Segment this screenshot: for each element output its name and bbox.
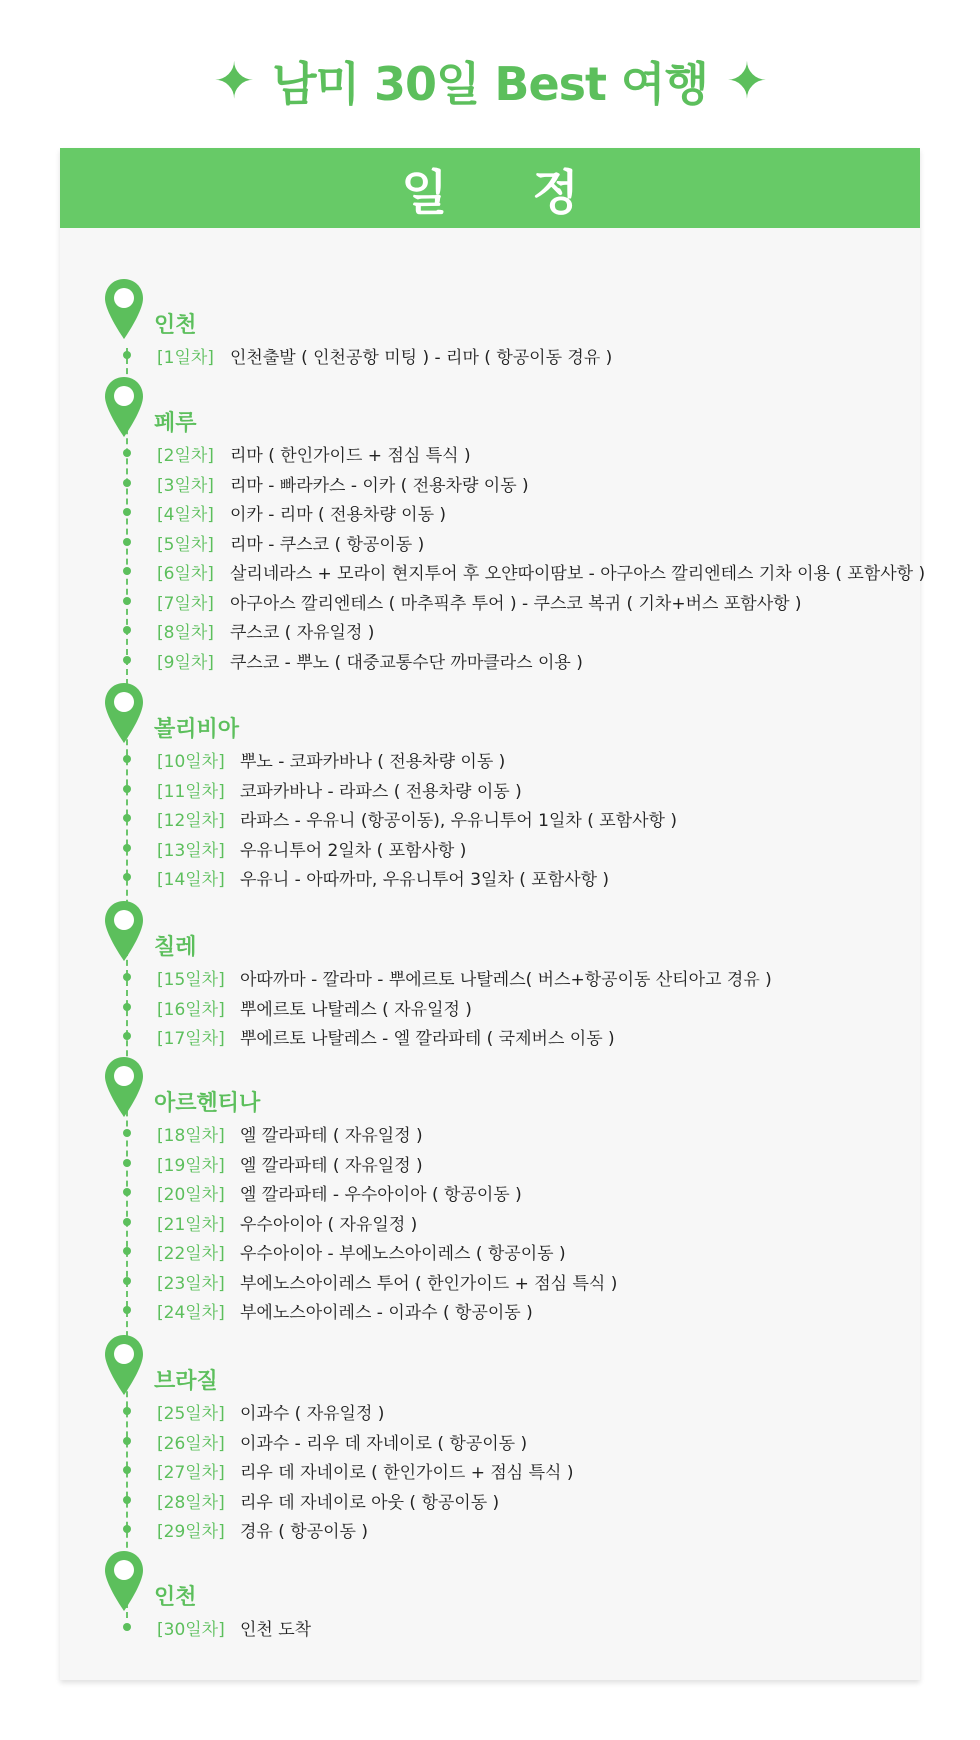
itinerary-row bbox=[60, 833, 920, 862]
day-label: [1일차] bbox=[157, 348, 214, 368]
day-description: 우유니투어 2일차 ( 포함사항 ) bbox=[240, 840, 467, 861]
itinerary-row bbox=[60, 556, 926, 585]
itinerary-row bbox=[60, 1612, 920, 1641]
day-label: [30일차] bbox=[157, 1620, 225, 1640]
itinerary-row bbox=[60, 992, 920, 1021]
day-label: [2일차] bbox=[157, 446, 214, 466]
timeline-dot-icon bbox=[123, 351, 131, 359]
timeline-dot-icon bbox=[123, 1218, 131, 1226]
itinerary-row bbox=[60, 1236, 920, 1265]
itinerary-row bbox=[60, 468, 920, 497]
timeline-dot-icon bbox=[123, 1277, 131, 1285]
day-description: 아따까마 - 깔라마 - 뿌에르토 나탈레스( 버스+항공이동 산티아고 경유 ) bbox=[240, 970, 772, 990]
country-name: 브라질 bbox=[154, 1369, 218, 1394]
day-description: 엘 깔라파테 ( 자유일정 ) bbox=[240, 1126, 423, 1146]
timeline bbox=[60, 148, 926, 1680]
day-label: [6일차] bbox=[157, 564, 214, 584]
itinerary-row bbox=[60, 497, 920, 526]
day-label: [22일차] bbox=[157, 1244, 225, 1264]
day-label: [29일차] bbox=[157, 1522, 225, 1542]
day-description: 아구아스 깔리엔테스 ( 마추픽추 투어 ) - 쿠스코 복귀 ( 기차+버스 포함사항 ) bbox=[230, 593, 802, 614]
day-description: 리마 - 빠라카스 - 이카 ( 전용차량 이동 ) bbox=[230, 475, 529, 496]
itinerary-row bbox=[60, 1021, 920, 1050]
day-description: 코파카바나 - 라파스 ( 전용차량 이동 ) bbox=[240, 781, 522, 802]
day-description: 이과수 ( 자유일정 ) bbox=[240, 1404, 385, 1424]
sparkle-right-icon: ✦ bbox=[725, 52, 767, 110]
day-label: [16일차] bbox=[157, 999, 225, 1020]
day-description: 리우 데 자네이로 아웃 ( 항공이동 ) bbox=[240, 1492, 500, 1513]
day-label: [27일차] bbox=[157, 1463, 225, 1483]
day-description: 리마 ( 한인가이드 + 점심 특식 ) bbox=[230, 446, 471, 466]
timeline-dot-icon bbox=[123, 1466, 131, 1474]
day-label: [7일차] bbox=[157, 593, 214, 614]
timeline-dot-icon bbox=[123, 1188, 131, 1196]
timeline-dot-icon bbox=[123, 873, 131, 881]
day-description: 뿌에르토 나탈레스 ( 자유일정 ) bbox=[240, 999, 472, 1020]
itinerary-row bbox=[60, 438, 920, 467]
day-label: [25일차] bbox=[157, 1404, 225, 1424]
page-title bbox=[0, 48, 980, 114]
day-description: 이과수 - 리우 데 자네이로 ( 항공이동 ) bbox=[240, 1433, 528, 1454]
day-description: 뿌노 - 코파카바나 ( 전용차량 이동 ) bbox=[240, 752, 506, 772]
day-description: 이카 - 리마 ( 전용차량 이동 ) bbox=[230, 505, 447, 525]
itinerary-row bbox=[60, 744, 920, 773]
day-description: 부에노스아이레스 투어 ( 한인가이드 + 점심 특식 ) bbox=[240, 1273, 618, 1294]
timeline-dot-icon bbox=[123, 567, 131, 575]
day-description: 살리네라스 + 모라이 현지투어 후 오얀따이땀보 - 아구아스 깔리엔테스 기차 이용 ( 포함사항 ) bbox=[230, 564, 926, 584]
timeline-dot-icon bbox=[123, 1496, 131, 1504]
timeline-dot-icon bbox=[123, 508, 131, 516]
map-pin-icon bbox=[104, 1334, 144, 1396]
page-title-text: 남미 30일 Best 여행 bbox=[272, 57, 708, 111]
itinerary-row bbox=[60, 1148, 920, 1177]
day-label: [19일차] bbox=[157, 1155, 225, 1176]
map-pin-icon bbox=[104, 900, 144, 962]
sparkle-left-icon: ✦ bbox=[213, 52, 255, 110]
timeline-dot-icon bbox=[123, 1003, 131, 1011]
day-label: [3일차] bbox=[157, 475, 214, 496]
day-description: 엘 깔라파테 ( 자유일정 ) bbox=[240, 1155, 423, 1176]
day-description: 뿌에르토 나탈레스 - 엘 깔라파테 ( 국제버스 이동 ) bbox=[240, 1029, 615, 1049]
itinerary-row bbox=[60, 1207, 920, 1236]
day-label: [8일차] bbox=[157, 623, 214, 643]
timeline-dot-icon bbox=[123, 1525, 131, 1533]
timeline-dot-icon bbox=[123, 1129, 131, 1137]
itinerary-row bbox=[60, 1455, 920, 1484]
day-label: [10일차] bbox=[157, 752, 225, 772]
country-name: 아르헨티나 bbox=[154, 1091, 261, 1116]
timeline-dot-icon bbox=[123, 1159, 131, 1167]
day-label: [21일차] bbox=[157, 1214, 225, 1235]
timeline-dot-icon bbox=[123, 479, 131, 487]
day-label: [13일차] bbox=[157, 840, 225, 861]
timeline-dot-icon bbox=[123, 449, 131, 457]
itinerary-row bbox=[60, 1514, 920, 1543]
day-description: 라파스 - 우유니 (항공이동), 우유니투어 1일차 ( 포함사항 ) bbox=[240, 811, 677, 831]
country-name: 페루 bbox=[154, 411, 197, 436]
day-label: [4일차] bbox=[157, 505, 214, 525]
day-label: [5일차] bbox=[157, 534, 214, 555]
day-description: 리마 - 쿠스코 ( 항공이동 ) bbox=[230, 534, 425, 555]
itinerary-row bbox=[60, 645, 920, 674]
itinerary-row bbox=[60, 803, 920, 832]
itinerary-row bbox=[60, 774, 920, 803]
timeline-dot-icon bbox=[123, 538, 131, 546]
day-label: [12일차] bbox=[157, 811, 225, 831]
timeline-dot-icon bbox=[123, 1623, 131, 1631]
map-pin-icon bbox=[104, 682, 144, 744]
day-label: [28일차] bbox=[157, 1492, 225, 1513]
timeline-dot-icon bbox=[123, 973, 131, 981]
itinerary-row bbox=[60, 1485, 920, 1514]
day-description: 인천 도착 bbox=[240, 1620, 312, 1640]
timeline-dot-icon bbox=[123, 626, 131, 634]
timeline-dot-icon bbox=[123, 1437, 131, 1445]
country-name: 볼리비아 bbox=[154, 717, 240, 742]
timeline-dot-icon bbox=[123, 1032, 131, 1040]
timeline-dot-icon bbox=[123, 1407, 131, 1415]
day-label: [14일차] bbox=[157, 870, 225, 890]
itinerary-row bbox=[60, 1396, 920, 1425]
day-label: [17일차] bbox=[157, 1029, 225, 1049]
country-name: 인천 bbox=[154, 313, 197, 338]
day-description: 쿠스코 ( 자유일정 ) bbox=[230, 623, 375, 643]
map-pin-icon bbox=[104, 1056, 144, 1118]
itinerary-row bbox=[60, 340, 920, 369]
timeline-dot-icon bbox=[123, 844, 131, 852]
itinerary-row bbox=[60, 962, 920, 991]
itinerary-row bbox=[60, 1177, 920, 1206]
timeline-dot-icon bbox=[123, 1247, 131, 1255]
timeline-dot-icon bbox=[123, 597, 131, 605]
country-name: 칠레 bbox=[154, 935, 197, 960]
day-description: 우유니 - 아따까마, 우유니투어 3일차 ( 포함사항 ) bbox=[240, 870, 610, 890]
day-description: 부에노스아이레스 - 이과수 ( 항공이동 ) bbox=[240, 1303, 533, 1323]
day-description: 쿠스코 - 뿌노 ( 대중교통수단 까마클라스 이용 ) bbox=[230, 652, 583, 673]
itinerary-row bbox=[60, 1266, 920, 1295]
country-name: 인천 bbox=[154, 1585, 197, 1610]
day-description: 우수아이아 ( 자유일정 ) bbox=[240, 1214, 418, 1235]
itinerary-row bbox=[60, 527, 920, 556]
schedule-banner-label: 일 정 bbox=[401, 164, 613, 221]
day-description: 엘 깔라파테 - 우수아이아 ( 항공이동 ) bbox=[240, 1185, 522, 1205]
day-label: [24일차] bbox=[157, 1303, 225, 1323]
map-pin-icon bbox=[104, 278, 144, 340]
day-description: 인천출발 ( 인천공항 미팅 ) - 리마 ( 항공이동 경유 ) bbox=[230, 348, 613, 368]
day-description: 리우 데 자네이로 ( 한인가이드 + 점심 특식 ) bbox=[240, 1463, 574, 1483]
map-pin-icon bbox=[104, 376, 144, 438]
timeline-dot-icon bbox=[123, 656, 131, 664]
day-label: [9일차] bbox=[157, 652, 214, 673]
day-label: [20일차] bbox=[157, 1185, 225, 1205]
itinerary-row bbox=[60, 862, 920, 891]
itinerary-row bbox=[60, 586, 920, 615]
day-description: 우수아이아 - 부에노스아이레스 ( 항공이동 ) bbox=[240, 1244, 566, 1264]
timeline-dot-icon bbox=[123, 785, 131, 793]
timeline-dot-icon bbox=[123, 755, 131, 763]
itinerary-card bbox=[60, 148, 926, 1680]
itinerary-row bbox=[60, 1118, 920, 1147]
day-label: [18일차] bbox=[157, 1126, 225, 1146]
timeline-dot-icon bbox=[123, 1306, 131, 1314]
day-label: [11일차] bbox=[157, 781, 225, 802]
map-pin-icon bbox=[104, 1550, 144, 1612]
day-description: 경유 ( 항공이동 ) bbox=[240, 1522, 369, 1542]
day-label: [15일차] bbox=[157, 970, 225, 990]
itinerary-row bbox=[60, 1295, 920, 1324]
timeline-dot-icon bbox=[123, 814, 131, 822]
day-label: [26일차] bbox=[157, 1433, 225, 1454]
itinerary-row bbox=[60, 1426, 920, 1455]
day-label: [23일차] bbox=[157, 1273, 225, 1294]
itinerary-row bbox=[60, 615, 920, 644]
